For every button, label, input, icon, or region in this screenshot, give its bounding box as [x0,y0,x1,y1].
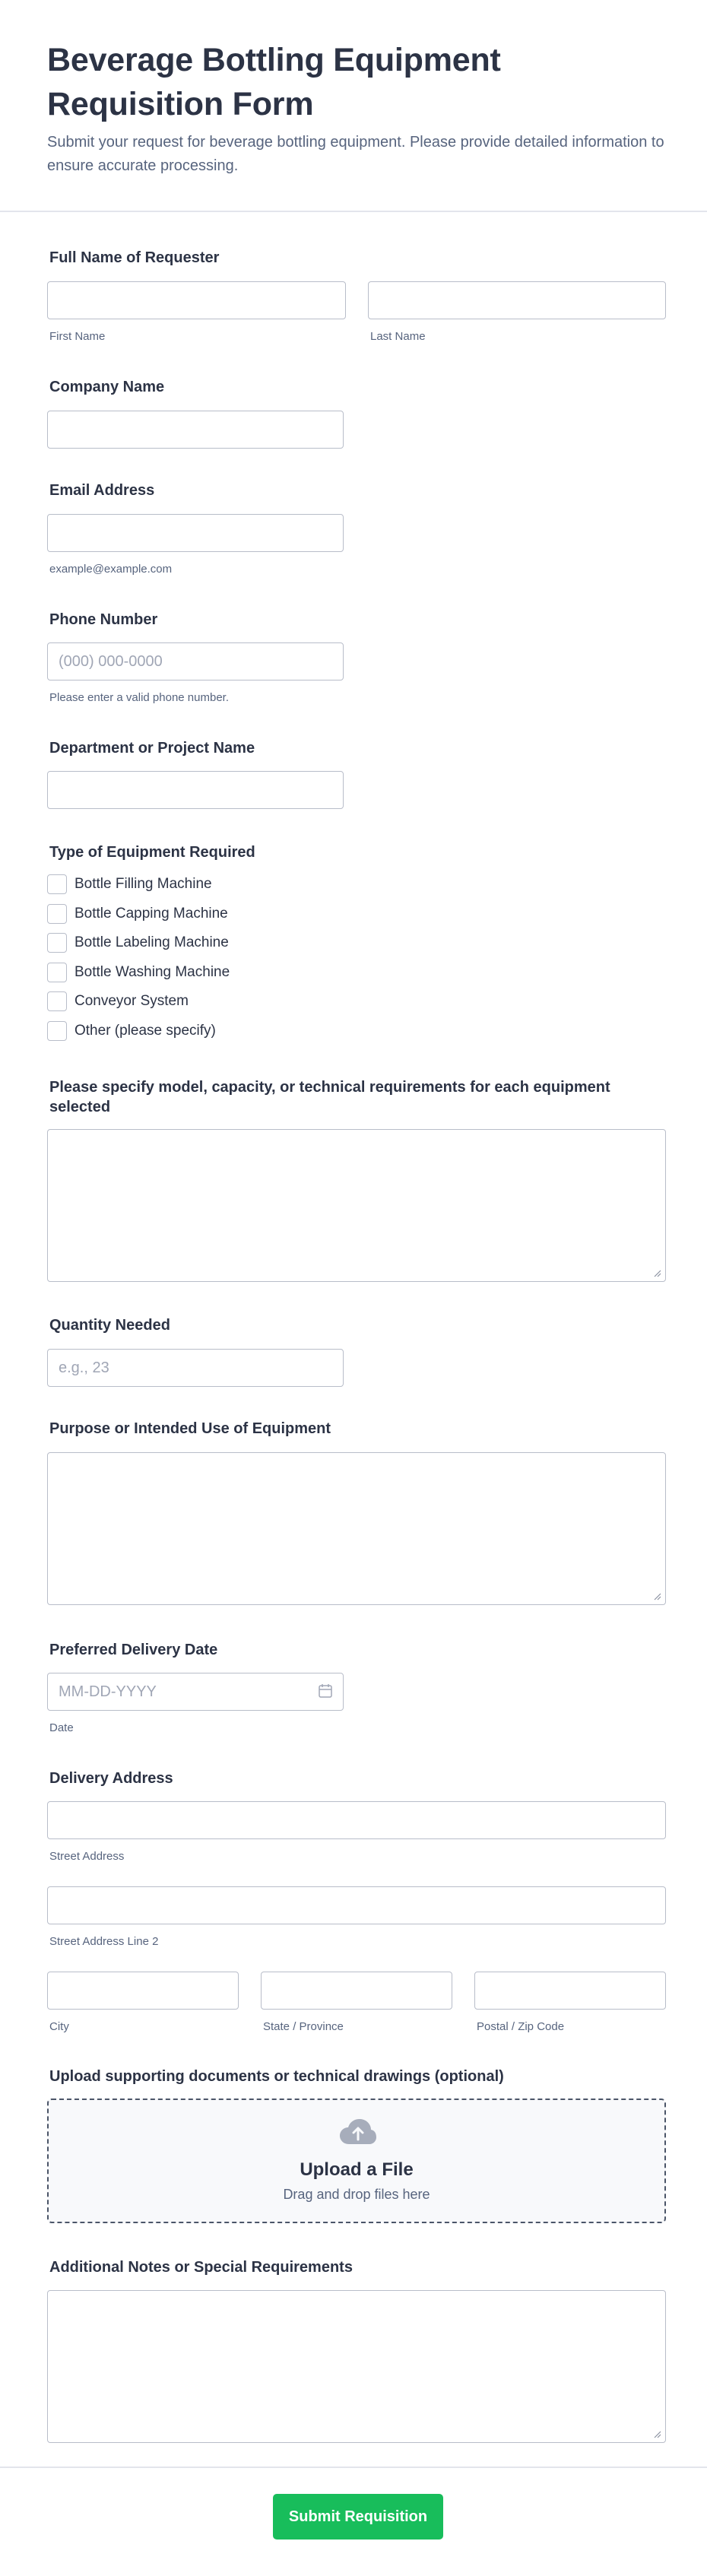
specs-textarea[interactable] [47,1129,666,1282]
notes-textarea[interactable] [47,2290,666,2443]
delivery-date-input[interactable] [47,1673,344,1711]
resize-grip-icon[interactable] [652,1268,661,1277]
city-sublabel: City [49,2020,69,2033]
submit-button[interactable]: Submit Requisition [273,2494,443,2540]
checkbox-box[interactable] [47,963,67,982]
checkbox-label: Bottle Washing Machine [75,964,230,980]
page-subtitle: Submit your request for beverage bottling equipment. Please provide detailed information to ensure accurate processing. [47,134,664,174]
checkbox-bottle-labeling[interactable] [47,932,229,953]
checkbox-label: Bottle Capping Machine [75,906,228,922]
checkbox-box[interactable] [47,904,67,924]
checkbox-bottle-filling[interactable] [47,874,212,895]
department-label: Department or Project Name [49,740,255,757]
city-input[interactable] [47,1972,239,2010]
resize-grip-icon[interactable] [652,2429,661,2438]
company-name-input[interactable] [47,411,344,449]
calendar-icon[interactable] [318,1683,333,1699]
delivery-address-label: Delivery Address [49,1770,173,1787]
street-address-line2-input[interactable] [47,1886,666,1924]
department-input[interactable] [47,771,344,809]
checkbox-label: Other (please specify) [75,1023,216,1039]
cloud-upload-icon [339,2118,377,2146]
checkbox-label: Conveyor System [75,993,189,1009]
resize-grip-icon[interactable] [652,1591,661,1600]
notes-label: Additional Notes or Special Requirements [49,2259,353,2276]
file-upload-dropzone[interactable] [47,2099,666,2223]
checkbox-box[interactable] [47,1021,67,1041]
checkbox-label: Bottle Filling Machine [75,876,212,892]
email-input[interactable] [47,514,344,552]
checkbox-box[interactable] [47,874,67,894]
checkbox-box[interactable] [47,933,67,953]
first-name-sublabel: First Name [49,330,106,343]
checkbox-label: Bottle Labeling Machine [75,934,229,950]
checkbox-conveyor-system[interactable] [47,991,189,1012]
state-input[interactable] [261,1972,452,2010]
last-name-input[interactable] [368,281,666,319]
checkbox-bottle-capping[interactable] [47,903,228,925]
delivery-date-sublabel: Date [49,1721,74,1734]
header-divider [0,211,707,212]
delivery-date-label: Preferred Delivery Date [49,1642,218,1658]
upload-subtitle: Drag and drop files here [283,2187,430,2202]
equipment-type-label: Type of Equipment Required [49,844,255,861]
form-header [47,38,671,178]
phone-label: Phone Number [49,611,158,628]
company-name-label: Company Name [49,379,165,395]
zip-input[interactable] [474,1972,666,2010]
first-name-input[interactable] [47,281,346,319]
purpose-label: Purpose or Intended Use of Equipment [49,1420,331,1437]
purpose-textarea[interactable] [47,1452,666,1605]
quantity-label: Quantity Needed [49,1317,170,1334]
date-field[interactable] [47,1673,344,1711]
street-address-line2-sublabel: Street Address Line 2 [49,1935,159,1948]
state-sublabel: State / Province [263,2020,344,2033]
full-name-label: Full Name of Requester [49,249,220,266]
footer-divider [0,2467,707,2468]
zip-sublabel: Postal / Zip Code [477,2020,565,2033]
checkbox-other[interactable] [47,1020,216,1042]
phone-input[interactable] [47,642,344,680]
page-title: Beverage Bottling Equipment Requisition Form [47,42,501,122]
specs-label: Please specify model, capacity, or technical requirements for each equipment selected [49,1079,610,1115]
last-name-sublabel: Last Name [370,330,426,343]
phone-sublabel: Please enter a valid phone number. [49,691,229,704]
street-address-input[interactable] [47,1801,666,1839]
email-label: Email Address [49,482,155,499]
upload-label: Upload supporting documents or technical drawings (optional) [49,2068,504,2085]
street-address-sublabel: Street Address [49,1850,125,1863]
email-sublabel: example@example.com [49,563,173,576]
upload-title: Upload a File [300,2159,414,2180]
checkbox-bottle-washing[interactable] [47,962,230,983]
checkbox-box[interactable] [47,991,67,1011]
quantity-input[interactable] [47,1349,344,1387]
